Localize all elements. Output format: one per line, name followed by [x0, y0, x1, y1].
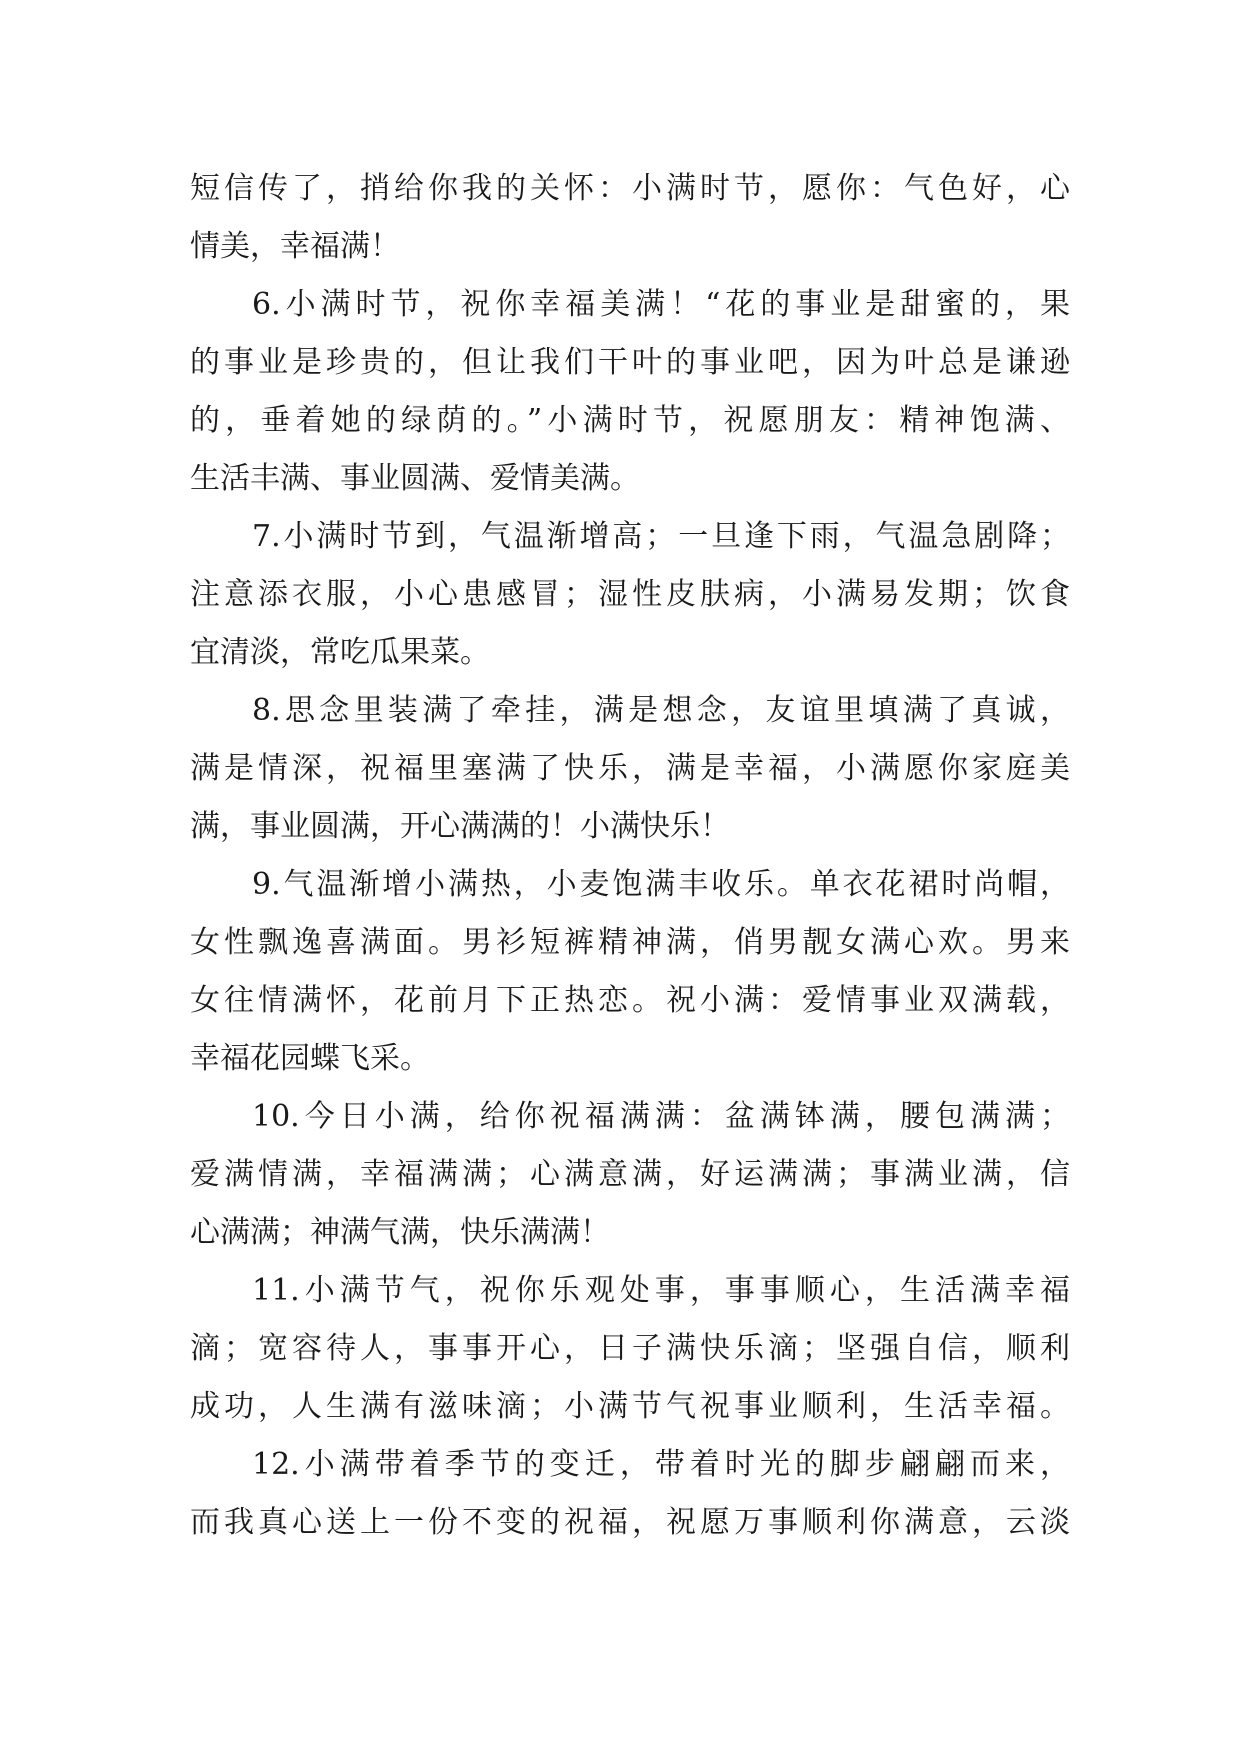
text-line: 满是情深，祝福里塞满了快乐，满是幸福，小满愿你家庭美	[190, 751, 1070, 786]
document-body	[190, 160, 1070, 1552]
text-line: 的，垂着她的绿荫的。”小满时节，祝愿朋友：精神饱满、	[190, 403, 1070, 438]
text-line: 满，事业圆满，开心满满的！小满快乐！	[190, 809, 730, 844]
text-line: 成功，人生满有滋味滴；小满节气祝事业顺利，生活幸福。	[190, 1389, 1070, 1424]
text-line: 注意添衣服，小心患感冒；湿性皮肤病，小满易发期；饮食	[190, 577, 1070, 612]
text-line: 心满满；神满气满，快乐满满！	[190, 1215, 610, 1250]
text-line: 10.今日小满，给你祝福满满：盆满钵满，腰包满满；	[252, 1099, 1070, 1134]
text-line: 短信传了，捎给你我的关怀：小满时节，愿你：气色好，心	[190, 171, 1070, 206]
text-line: 6.小满时节，祝你幸福美满！“花的事业是甜蜜的，果	[252, 287, 1070, 322]
text-line: 幸福花园蝶飞采。	[190, 1041, 430, 1076]
text-line: 12.小满带着季节的变迁，带着时光的脚步翩翩而来，	[252, 1447, 1070, 1482]
text-line: 11.小满节气，祝你乐观处事，事事顺心，生活满幸福	[252, 1273, 1070, 1308]
text-line: 宜清淡，常吃瓜果菜。	[190, 635, 490, 670]
text-line: 8.思念里装满了牵挂，满是想念，友谊里填满了真诚，	[252, 693, 1070, 728]
text-line: 爱满情满，幸福满满；心满意满，好运满满；事满业满，信	[190, 1157, 1070, 1192]
text-line: 情美，幸福满！	[190, 229, 400, 264]
text-line: 滴；宽容待人，事事开心，日子满快乐滴；坚强自信，顺利	[190, 1331, 1070, 1366]
text-line: 女往情满怀，花前月下正热恋。祝小满：爱情事业双满载，	[190, 983, 1070, 1018]
text-line: 生活丰满、事业圆满、爱情美满。	[190, 461, 640, 496]
text-line: 9.气温渐增小满热，小麦饱满丰收乐。单衣花裙时尚帽，	[252, 867, 1070, 902]
text-line: 的事业是珍贵的，但让我们干叶的事业吧，因为叶总是谦逊	[190, 345, 1070, 380]
text-line: 女性飘逸喜满面。男衫短裤精神满，俏男靓女满心欢。男来	[190, 925, 1070, 960]
text-line: 而我真心送上一份不变的祝福，祝愿万事顺利你满意，云淡	[190, 1505, 1070, 1540]
text-line: 7.小满时节到，气温渐增高；一旦逢下雨，气温急剧降；	[252, 519, 1070, 554]
